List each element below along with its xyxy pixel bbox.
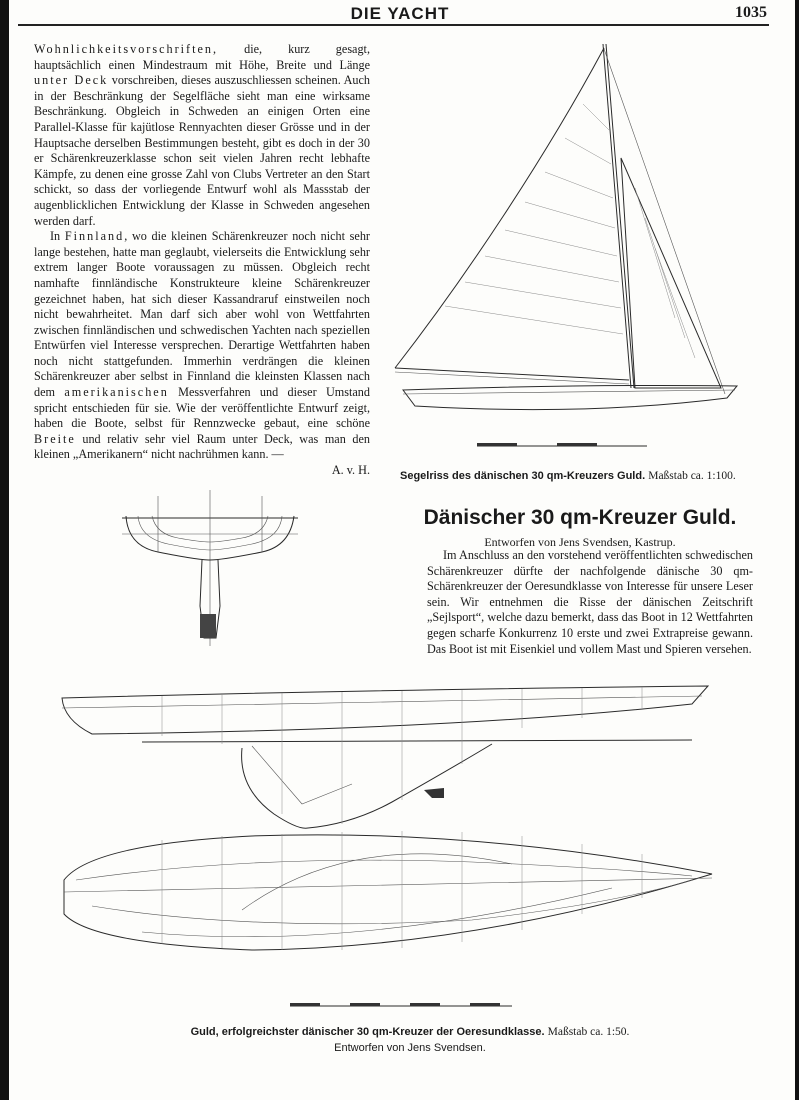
scan-edge-right <box>795 0 799 1100</box>
mainsail-leech <box>395 48 604 368</box>
text-run: Messverfahren und dieser Umstand spricht entschieden für sie. Wie der veröffentlichte Entwurf zeigt, haben die Boote, selbst für Rennzwecke gebaut, eine schöne <box>34 385 370 431</box>
lines-plan-caption <box>130 1026 690 1038</box>
right-article-body <box>427 548 753 657</box>
emphasis-run: amerikanischen <box>64 385 169 400</box>
forestay-line <box>603 46 725 394</box>
text-run: , wo die kleinen Schärenkreuzer noch nicht sehr lange bestehen, hatte man geglaubt, vielerseits die Entwicklung sehr extrem langer Boote voraussagen zu müssen. Obgleich recht namhafte finnländische Konstrukteure kleine Schärenkreuzer gezeichnet haben, hat sich dieser Kassandraruf einstweilen noch nicht bewahrheitet. Man darf sich aber wohl von Wettfahrten zwischen finnländischen und schwedischen Yachten nach speziellen Entwürfen viel Interesse versprechen. Derartige Wettfahrten haben noch nicht stattgefunden. Immerhin verdrängen die kleinen Schärenkreuzer aber selbst in Finnland die kleinsten Klassen nach dem <box>34 229 370 400</box>
body-sections-drawing <box>118 486 308 652</box>
emphasis-run: Finnland <box>64 229 125 244</box>
article-subtitle: Entworfen von Jens Svendsen, Kastrup. <box>484 535 676 549</box>
text-run: vorschreiben, dieses auszuschliessen scheinen. Auch in der Beschränkung der Segelfläche sieht man eine wirksame Beschränkung. Obgleich in Schweden an einigen Orten eine Parallel-Klasse für kajütlose Rennyachten dieser Grösse und in der Hauptsache derselben Bestimmungen besteht, gibt es doch in der 30 er Schärenkreuzerklasse schon seit vielen Jahren recht lebhafte Kämpfe, zu denen eine grosse Zahl von Clubs Vertreter an den Start schickt, so dass der vorliegende Entwurf wohl als Massstab der augenblicklichen Entwicklung der Klasse in Schweden angesehen werden darf. <box>34 73 370 228</box>
emphasis-run: Breite <box>34 431 76 446</box>
lines-plan-designer: Entworfen von Jens Svendsen. <box>334 1042 486 1054</box>
left-article <box>34 42 370 479</box>
article-title: Dänischer 30 qm-Kreuzer Guld. <box>423 506 737 529</box>
keel-profile <box>242 744 492 828</box>
lines-caption-title: Guld, erfolgreichster dänischer 30 qm-Kreuzer der Oeresundklasse. <box>190 1026 545 1038</box>
sail-plan-caption <box>400 470 760 482</box>
text-run: In <box>50 229 65 244</box>
left-article-paragraph-2 <box>34 229 370 463</box>
scale-bar <box>477 443 647 446</box>
lines-scale-bar <box>290 1003 512 1006</box>
header-rule <box>18 24 769 26</box>
left-article-paragraph-1 <box>34 42 370 229</box>
author-signature: A. v. H. <box>331 463 370 478</box>
lines-caption-scale: Maßstab ca. 1:50. <box>547 1026 630 1038</box>
text-run: und relativ sehr viel Raum unter Deck, was man den kleinen „Amerikanern“ nicht nachrühmen kann. — <box>34 431 370 462</box>
lead-word: Wohnlichkeitsvorschriften, <box>34 42 219 56</box>
emphasis-run: unter Deck <box>34 73 109 88</box>
mast-line <box>603 44 631 388</box>
ballast-keel <box>200 614 216 638</box>
running-header: DIE YACHT <box>350 4 450 23</box>
text-run: die, kurz gesagt, hauptsächlich einen Mindestraum mit Höhe, Breite und Länge <box>34 42 370 72</box>
right-article-paragraph: Im Anschluss an den vorstehend veröffentlichten schwedischen Schärenkreuzer dürfte der nachfolgende dänische 30 qm-Schärenkreuzer der Oeresundklasse von Interesse für unsere Leser sein. Wir entnehmen die Risse der dänischen Zeitschrift „Sejlsport“, welche dazu bemerkt, dass das Boot in 12 Wettfahrten gegen scharfe Konkurrenz 10 erste und zwei Extrapreise gewann. Das Boot ist mit Eisenkiel und vollem Mast und Spieren versehen. <box>427 548 753 656</box>
lines-plan-drawing <box>52 684 718 1024</box>
sail-caption-scale: Maßstab ca. 1:100. <box>648 470 736 482</box>
hull-plan-view <box>64 831 712 950</box>
signature-line <box>34 463 370 479</box>
hull-profile <box>403 386 737 410</box>
sail-seams <box>445 104 695 358</box>
sail-caption-title: Segelriss des dänischen 30 qm-Kreuzers Guld. <box>400 470 646 482</box>
sail-plan-drawing <box>385 38 775 458</box>
hull-profile-view <box>62 686 708 828</box>
scan-edge-left <box>0 0 9 1100</box>
jib-sail <box>621 158 721 388</box>
page-number: 1035 <box>735 4 767 21</box>
